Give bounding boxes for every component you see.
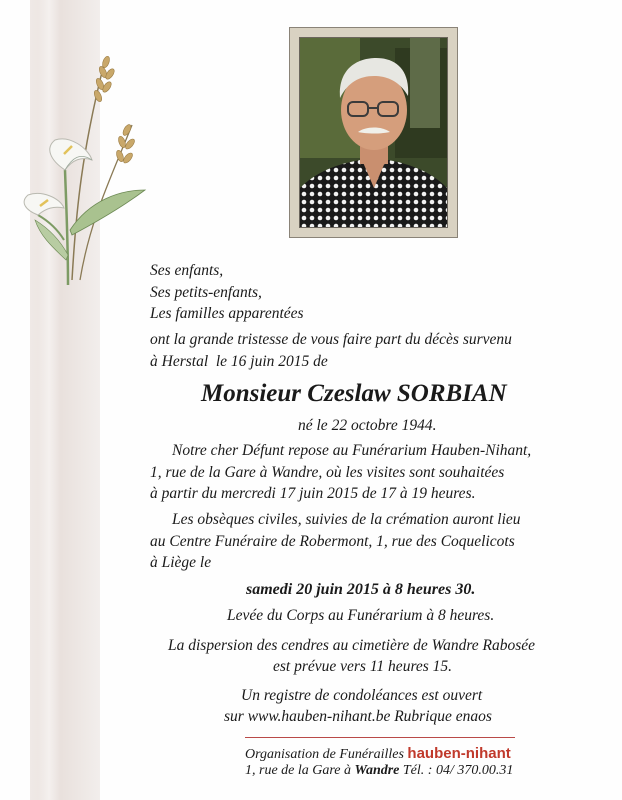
portrait-photo <box>299 37 448 228</box>
calla-lily-wheat-illustration <box>10 30 160 300</box>
footer-address-city: Wandre <box>354 763 400 778</box>
repose-line-3: à partir du mercredi 17 juin 2015 de 17 à 19 heures. <box>150 485 476 502</box>
condolences-line-2: sur www.hauben-nihant.be Rubrique enaos <box>224 708 492 725</box>
funeral-date: samedi 20 juin 2015 à 8 heures 30. <box>246 581 476 598</box>
birth-date: né le 22 octobre 1944. <box>298 417 437 434</box>
footer-org-label: Organisation de Funérailles <box>245 747 404 762</box>
funeral-line-3: à Liège le <box>150 554 212 571</box>
family-line-relatives: Les familles apparentées <box>150 305 304 322</box>
funeral-line-2: au Centre Funéraire de Robermont, 1, rue des Coquelicots <box>150 533 515 550</box>
announcement-line-2: à Herstal le 16 juin 2015 de <box>150 353 328 370</box>
family-line-children: Ses enfants, <box>150 262 224 279</box>
family-line-grandchildren: Ses petits-enfants, <box>150 284 262 301</box>
condolences-line-1: Un registre de condoléances est ouvert <box>241 687 483 704</box>
levee-du-corps: Levée du Corps au Funérarium à 8 heures. <box>227 607 495 624</box>
repose-line-2: 1, rue de la Gare à Wandre, où les visites sont souhaitées <box>150 464 505 481</box>
footer-divider <box>245 737 515 738</box>
funeral-line-1: Les obsèques civiles, suivies de la crémation auront lieu <box>172 511 521 528</box>
deceased-name: Monsieur Czeslaw SORBIAN <box>201 380 507 407</box>
footer-organisation <box>245 746 511 762</box>
footer-address <box>245 764 513 778</box>
announcement-line-1: ont la grande tristesse de vous faire part du décès survenu <box>150 331 512 348</box>
portrait-frame <box>289 27 458 238</box>
footer-address-prefix: 1, rue de la Gare à <box>245 763 352 778</box>
dispersion-line-1: La dispersion des cendres au cimetière de Wandre Rabosée <box>168 637 536 654</box>
brand-logo-text: hauben-nihant <box>407 745 511 762</box>
repose-line-1: Notre cher Défunt repose au Funérarium Hauben-Nihant, <box>172 442 532 459</box>
footer-phone: Tél. : 04/ 370.00.31 <box>402 763 514 778</box>
dispersion-line-2: est prévue vers 11 heures 15. <box>273 658 453 675</box>
